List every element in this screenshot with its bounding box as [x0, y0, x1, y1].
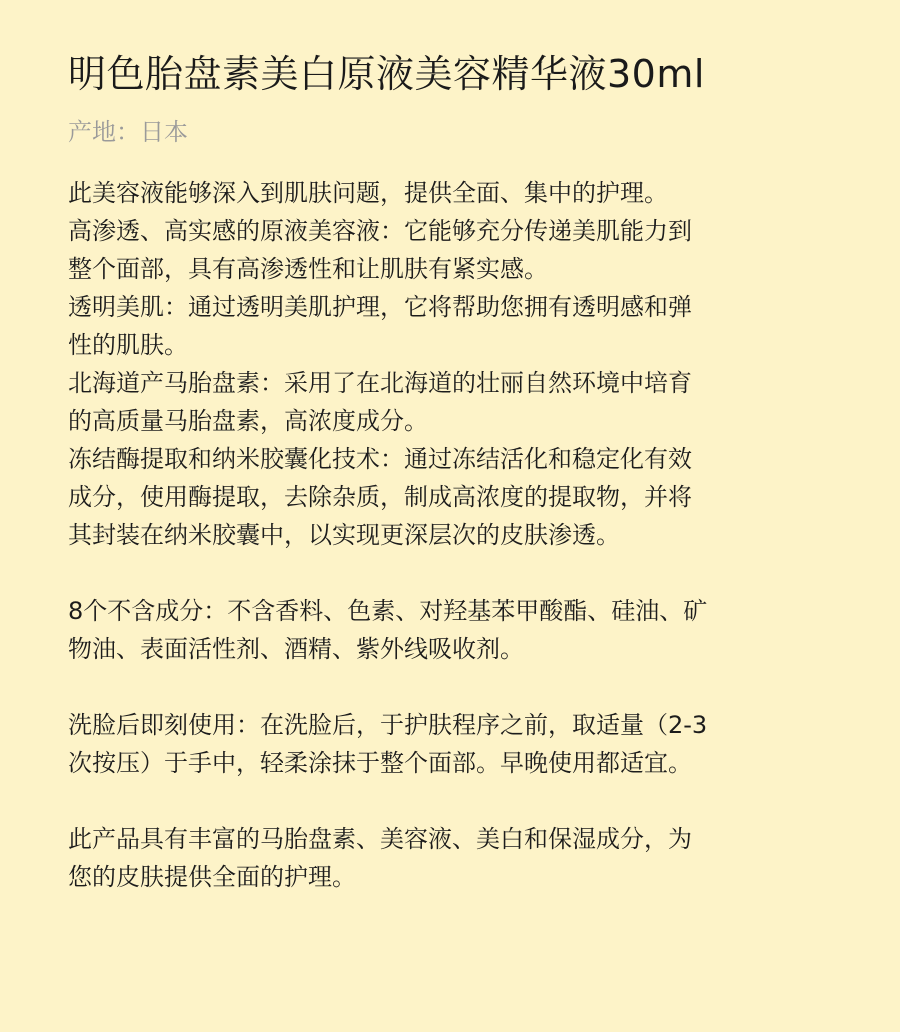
section-summary — [68, 820, 840, 896]
text-line: 成分，使用酶提取，去除杂质，制成高浓度的提取物，并将 — [68, 483, 692, 511]
text-line: 物油、表面活性剂、酒精、紫外线吸收剂。 — [68, 635, 524, 663]
text-line: 您的皮肤提供全面的护理。 — [68, 863, 356, 891]
section-features — [68, 174, 840, 554]
text-line: 北海道产马胎盘素：采用了在北海道的壮丽自然环境中培育 — [68, 369, 692, 397]
text-line: 次按压）于手中，轻柔涂抹于整个面部。早晚使用都适宜。 — [68, 749, 692, 777]
text-line: 洗脸后即刻使用：在洗脸后，于护肤程序之前，取适量（2-3 — [68, 711, 708, 739]
text-line: 此产品具有丰富的马胎盘素、美容液、美白和保湿成分，为 — [68, 825, 692, 853]
text-line: 整个面部，具有高渗透性和让肌肤有紧实感。 — [68, 255, 548, 283]
paragraph-spacer — [68, 554, 840, 592]
section-free-from — [68, 592, 840, 668]
text-line: 其封装在纳米胶囊中，以实现更深层次的皮肤渗透。 — [68, 521, 620, 549]
text-line: 此美容液能够深入到肌肤问题，提供全面、集中的护理。 — [68, 179, 668, 207]
text-line: 的高质量马胎盘素，高浓度成分。 — [68, 407, 428, 435]
text-line: 8个不含成分：不含香料、色素、对羟基苯甲酸酯、硅油、矿 — [68, 597, 708, 625]
text-line: 透明美肌：通过透明美肌护理，它将帮助您拥有透明感和弹 — [68, 293, 692, 321]
text-line: 冻结酶提取和纳米胶囊化技术：通过冻结活化和稳定化有效 — [68, 445, 692, 473]
text-line: 高渗透、高实感的原液美容液：它能够充分传递美肌能力到 — [68, 217, 692, 245]
paragraph-spacer — [68, 668, 840, 706]
origin-label: 产地：日本 — [68, 118, 188, 146]
section-usage — [68, 706, 840, 782]
description-body — [68, 174, 840, 896]
paragraph-spacer — [68, 782, 840, 820]
text-line: 性的肌肤。 — [68, 331, 188, 359]
product-title: 明色胎盘素美白原液美容精华液30ml — [68, 52, 705, 96]
